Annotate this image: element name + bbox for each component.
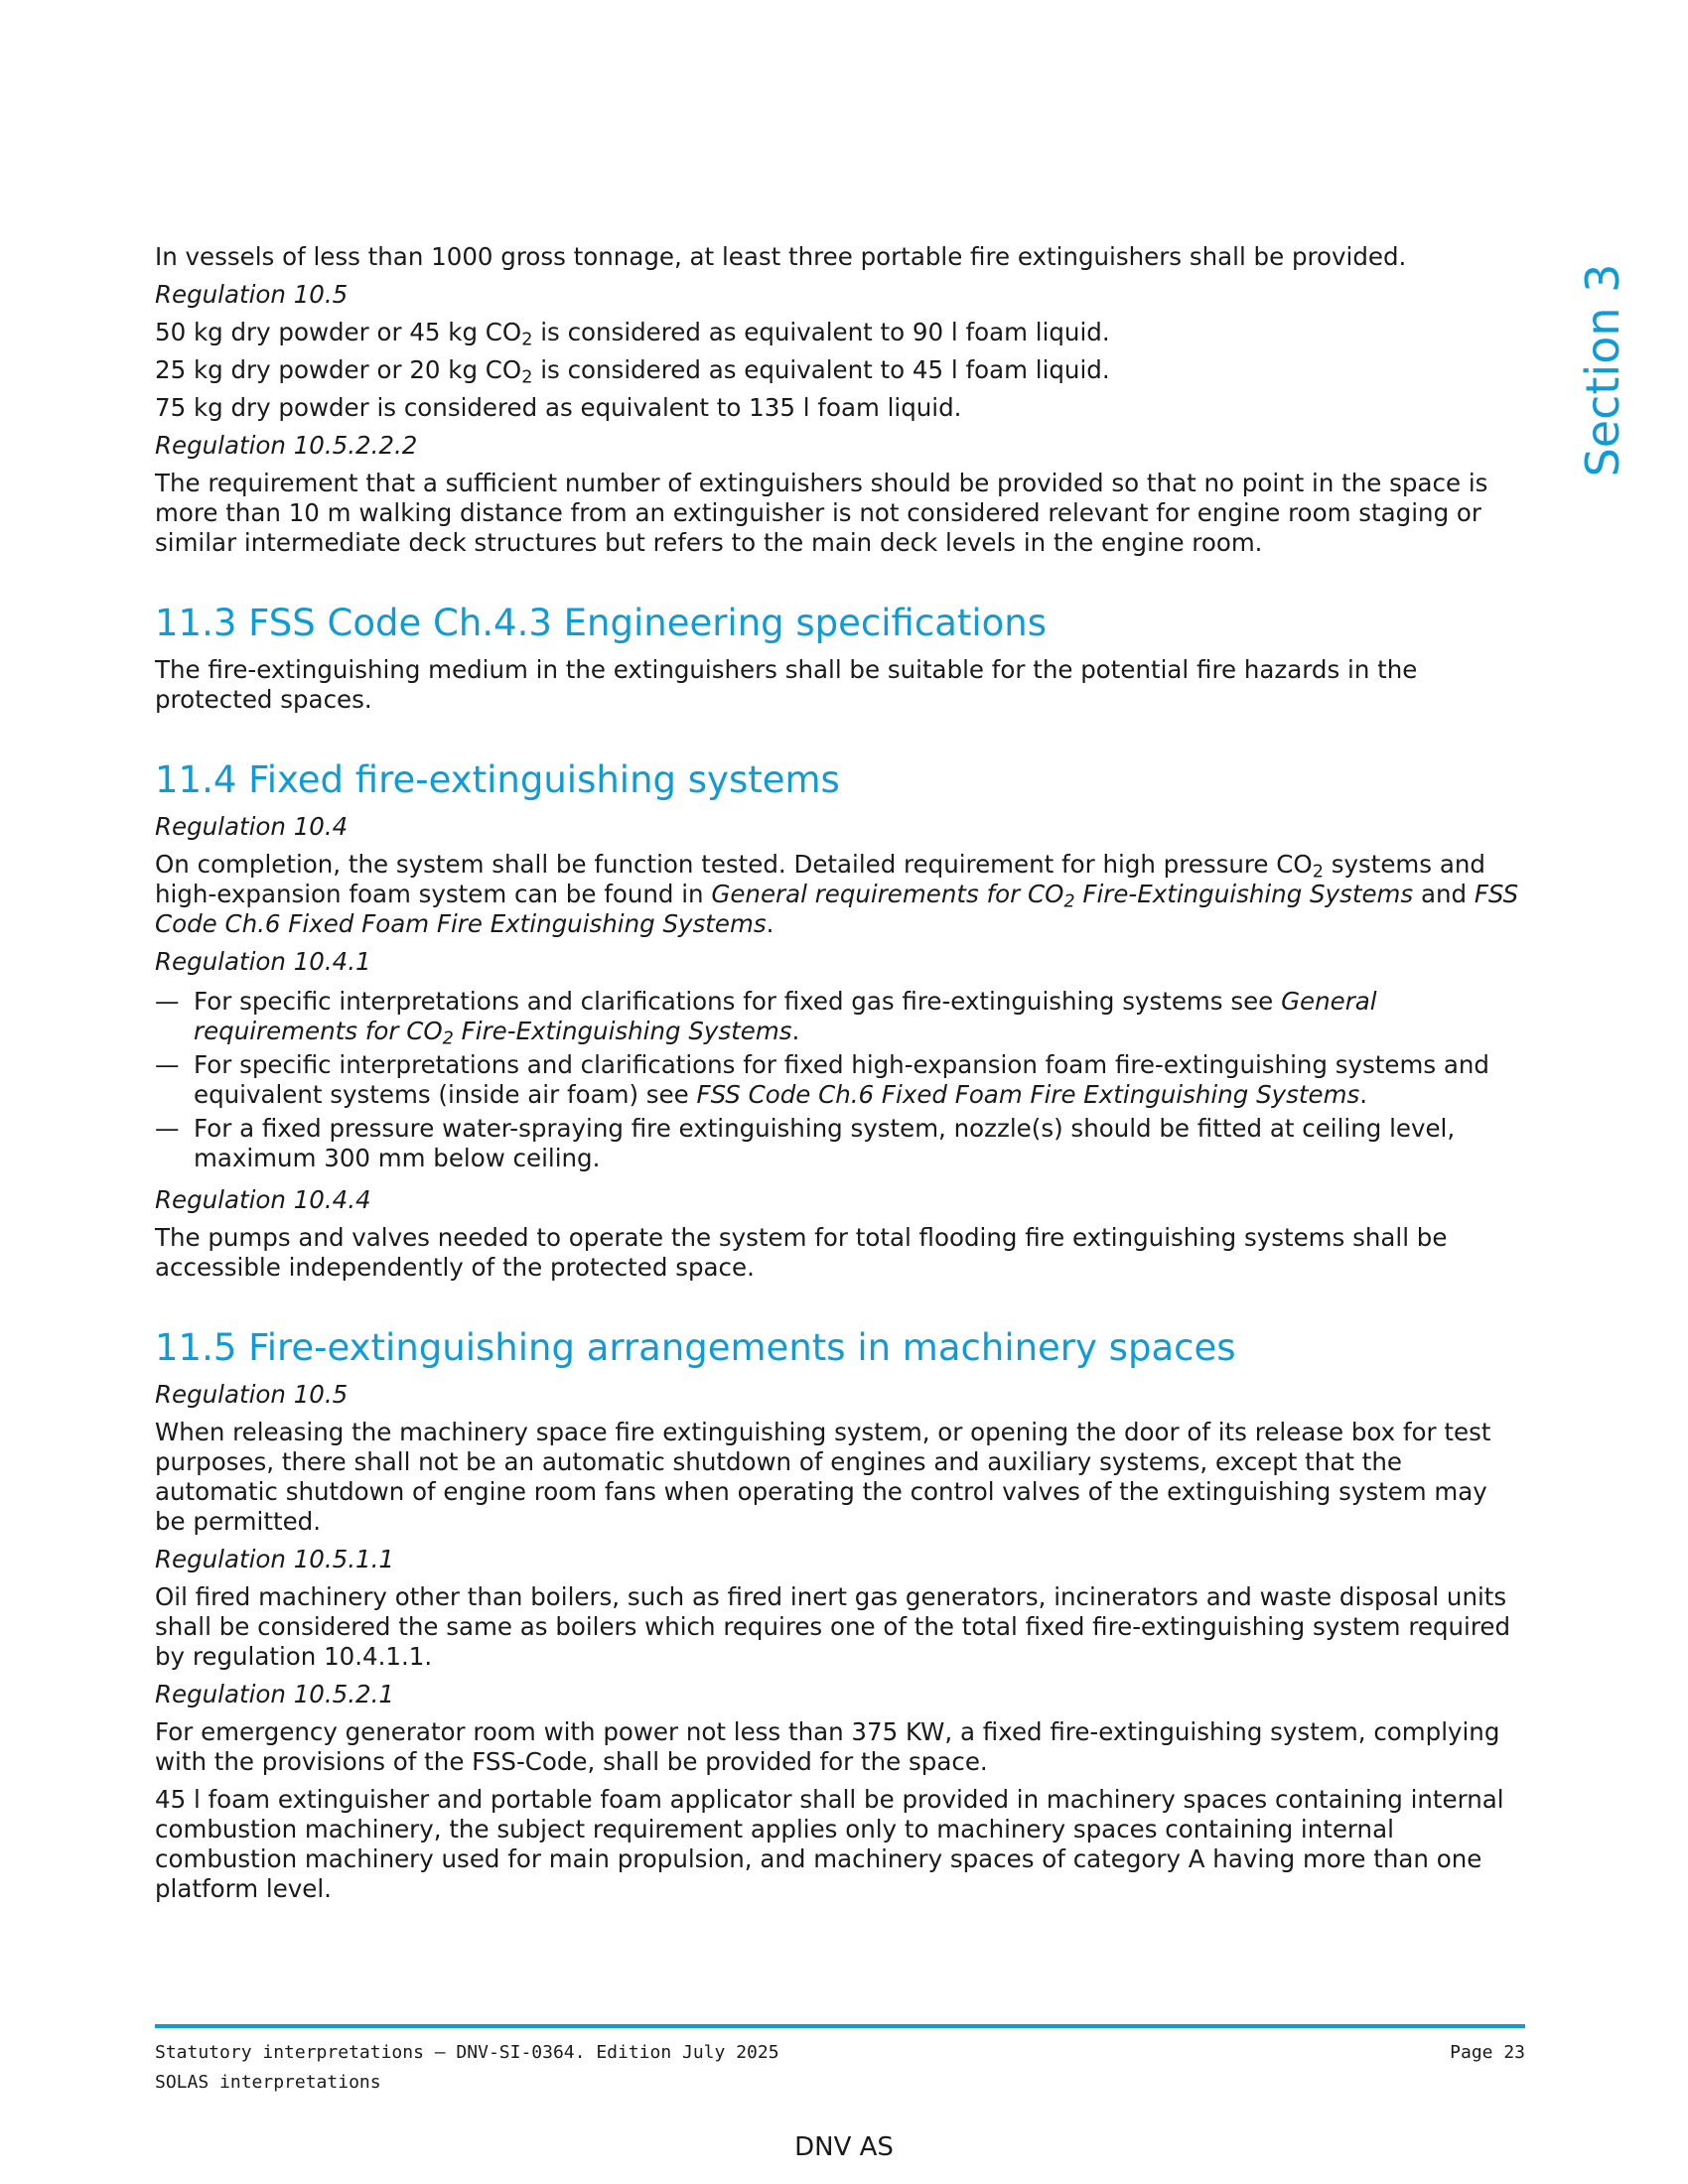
company-name: DNV AS (794, 2132, 894, 2162)
paragraph: When releasing the machinery space fire extinguishing system, or opening the door of its release box for test purposes, there shall not be an automatic shutdown of engines and auxiliary systems, except that the automatic shutdown of engine room fans when operating the control valves of the extinguishing system may be permitted. (155, 1418, 1491, 1536)
regulation-ref: Regulation 10.5 (155, 1380, 349, 1409)
regulation-ref: Regulation 10.4.4 (155, 1185, 371, 1214)
footer-document-title: Statutory interpretations — DNV-SI-0364. Edition July 2025 (155, 2042, 779, 2063)
regulation-ref: Regulation 10.5 (155, 280, 349, 309)
paragraph: In vessels of less than 1000 gross tonnage, at least three portable fire extinguishers shall be provided. (155, 242, 1407, 271)
paragraph: The pumps and valves needed to operate the system for total flooding fire extinguishing systems shall be accessible independently of the protected space. (155, 1223, 1448, 1282)
list-item: — For a fixed pressure water-spraying fire extinguishing system, nozzle(s) should be fitted at ceiling level, maximum 300 mm below ceiling. (155, 1114, 1456, 1172)
paragraph: Oil fired machinery other than boilers, such as fired inert gas generators, incinerators and waste disposal units shall be considered the same as boilers which requires one of the total fixed fire-extinguishing system required by regulation 10.4.1.1. (155, 1582, 1510, 1671)
heading-11-5: 11.5 Fire-extinguishing arrangements in machinery spaces (155, 1326, 1236, 1369)
heading-11-3: 11.3 FSS Code Ch.4.3 Engineering specifications (155, 602, 1048, 644)
equivalence-line: 25 kg dry powder or 20 kg $CO_2$ is considered as equivalent to 45 l foam liquid. (155, 355, 1110, 388)
paragraph: On completion, the system shall be function tested. Detailed requirement for high pressure $CO_2$ systems and high-expansion foam system can be found in General requirements for $CO_2$ Fire-Extinguishing Systems and FSS Code Ch.6 Fixed Foam Fire Extinguishing Systems. (155, 850, 1519, 938)
regulation-ref: Regulation 10.5.2.2.2 (155, 431, 418, 460)
document-body (155, 242, 1525, 1912)
reference-link: FSS Code Ch.6 Fixed Foam Fire Extinguishing Systems (155, 880, 1519, 938)
paragraph: The requirement that a sufficient number of extinguishers should be provided so that no point in the space is more than 10 m walking distance from an extinguisher is not considered relevant for engine room staging or similar intermediate deck structures but refers to the main deck levels in the engine room. (155, 469, 1488, 557)
regulation-ref: Regulation 10.5.1.1 (155, 1545, 395, 1573)
equivalence-line: 75 kg dry powder is considered as equivalent to 135 l foam liquid. (155, 393, 962, 422)
paragraph: The fire-extinguishing medium in the extinguishers shall be suitable for the potential fire hazards in the protected spaces. (155, 655, 1418, 714)
paragraph: For emergency generator room with power not less than 375 KW, a fixed fire-extinguishing system, complying with the provisions of the FSS-Code, shall be provided for the space. (155, 1717, 1500, 1776)
footer-line-1 (155, 2042, 1525, 2064)
section-tab (1563, 256, 1642, 484)
reference-link: General requirements for $CO_2$ Fire-Extinguishing Systems (711, 880, 1414, 912)
regulation-ref: Regulation 10.4.1 (155, 947, 371, 976)
list-item: — For specific interpretations and clarifications for fixed high-expansion foam fire-extinguishing systems and equivalent systems (inside air foam) see FSS Code Ch.6 Fixed Foam Fire Extinguishing Systems. (155, 1050, 1489, 1109)
footer-chapter: SOLAS interpretations (155, 2072, 381, 2093)
footer-line-2 (155, 2072, 1525, 2094)
list-item: — For specific interpretations and clarifications for fixed gas fire-extinguishing systems see General requirements for $CO_2$ Fire-Extinguishing Systems. (155, 987, 1377, 1049)
footer-divider (155, 2024, 1525, 2028)
heading-11-4: 11.4 Fixed fire-extinguishing systems (155, 758, 840, 801)
page-number: Page 23 (1450, 2042, 1525, 2063)
regulation-ref: Regulation 10.4 (155, 812, 349, 841)
equivalence-line: 50 kg dry powder or 45 kg $CO_2$ is considered as equivalent to 90 l foam liquid. (155, 318, 1110, 350)
regulation-ref: Regulation 10.5.2.1 (155, 1680, 395, 1708)
section-label: Section 3 (1576, 263, 1629, 478)
paragraph: 45 l foam extinguisher and portable foam applicator shall be provided in machinery spaces containing internal combustion machinery, the subject requirement applies only to machinery spaces containing internal combustion machinery used for main propulsion, and machinery spaces of category A having more than one platform level. (155, 1785, 1504, 1903)
dash-list (155, 987, 1525, 1173)
